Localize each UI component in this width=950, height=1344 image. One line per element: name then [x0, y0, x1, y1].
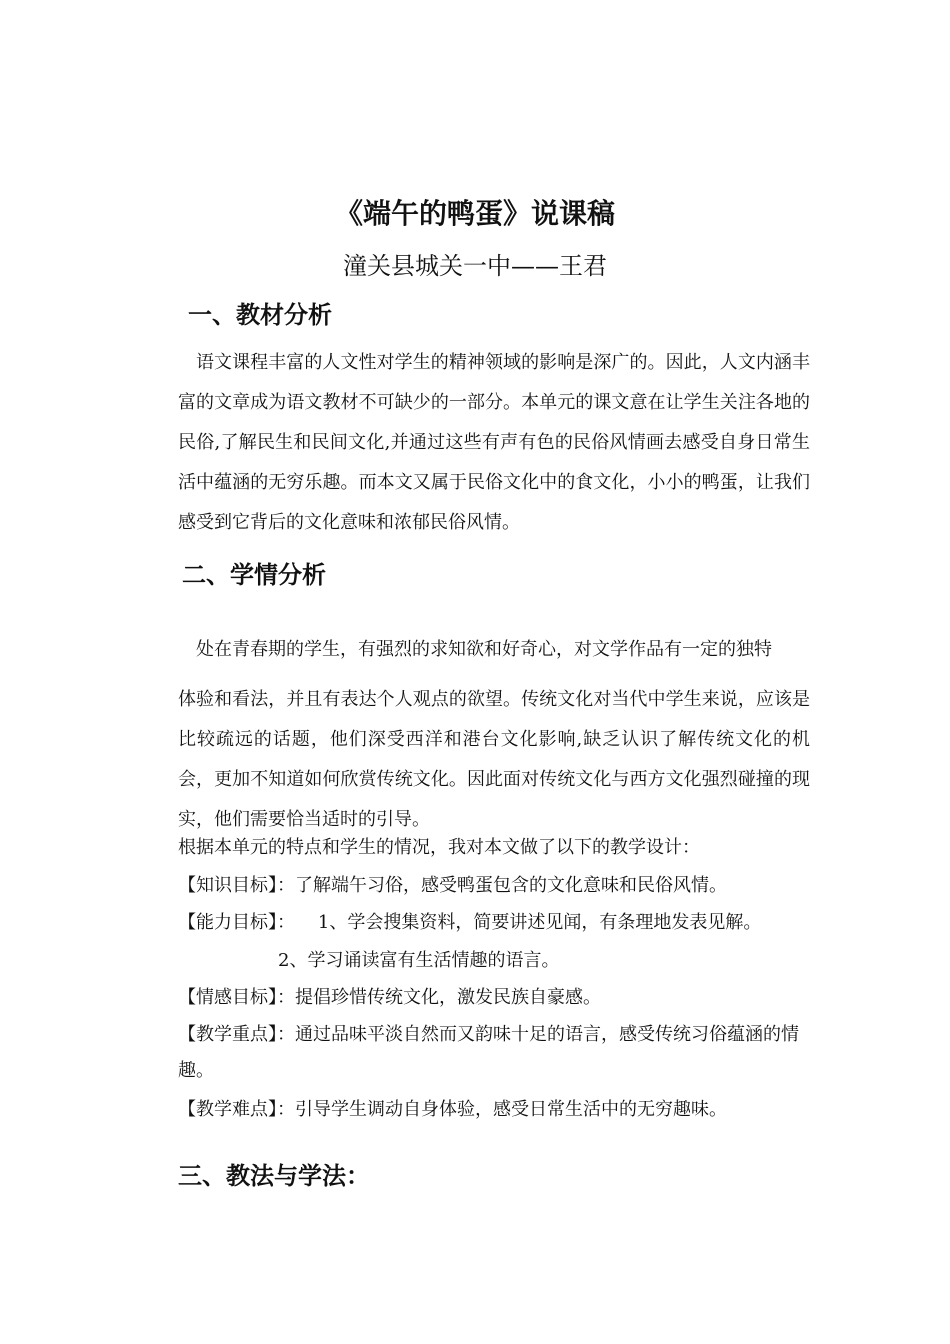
teaching-key-point: 【教学重点】：通过品味平淡自然而又韵味十足的语言，感受传统习俗蕴涵的情趣。: [178, 1024, 799, 1081]
document-title: 《端午的鸭蛋》说课稿: [334, 197, 615, 230]
teaching-difficulty: 【教学难点】：引导学生调动自身体验，感受日常生活中的无穷趣味。: [178, 1099, 727, 1120]
textbook-analysis-paragraph: 语文课程丰富的人文性对学生的精神领域的影响是深广的。因此，人文内涵丰富的文章成为语文教材不可缺少的一部分。本单元的课文意在让学生关注各地的民俗,了解民生和民间文化,并通过这些有声有色的民俗风情画去感受自身日常生活中蕴涵的无穷乐趣。而本文又属于民俗文化中的食文化，小小的鸭蛋，让我们感受到它背后的文化意味和浓郁民俗风情。: [178, 352, 810, 533]
teaching-design-intro: 根据本单元的特点和学生的情况，我对本文做了以下的教学设计：: [178, 837, 700, 858]
student-analysis-paragraph: 体验和看法，并且有表达个人观点的欲望。传统文化对当代中学生来说，应该是比较疏远的话题，他们深受西洋和港台文化影响,缺乏认识了解传统文化的机会，更加不知道如何欣赏传统文化。因此面对传统文化与西方文化强烈碰撞的现实，他们需要恰当适时的引导。: [178, 689, 810, 830]
section-heading-textbook-analysis: 一、教材分析: [188, 300, 332, 329]
section-heading-methods: 三、教法与学法：: [178, 1161, 370, 1190]
section-heading-student-analysis: 二、学情分析: [182, 560, 326, 589]
document-author: 潼关县城关一中——王君: [343, 252, 607, 280]
knowledge-goal: 【知识目标】：了解端午习俗，感受鸭蛋包含的文化意味和民俗风情。: [178, 875, 727, 896]
emotion-goal: 【情感目标】：提倡珍惜传统文化，激发民族自豪感。: [178, 987, 601, 1008]
ability-goal-1: 【能力目标】： 1、学会搜集资料，简要讲述见闻，有条理地发表见解。: [178, 912, 762, 933]
student-analysis-first-line: 处在青春期的学生，有强烈的求知欲和好奇心，对文学作品有一定的独特: [196, 639, 772, 660]
ability-goal-2: 2、学习诵读富有生活情趣的语言。: [278, 950, 560, 971]
